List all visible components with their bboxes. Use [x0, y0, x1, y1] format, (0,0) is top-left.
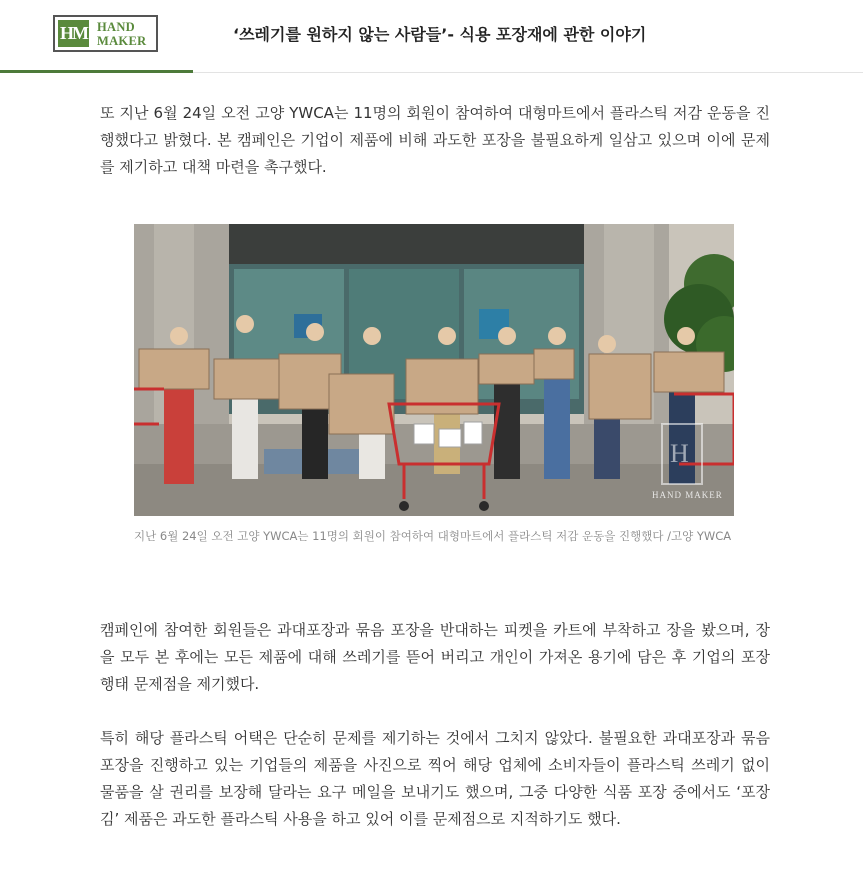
site-logo[interactable] [53, 15, 158, 52]
logo-mark: HM [58, 20, 89, 47]
article-paragraph-1: 또 지난 6월 24일 오전 고양 YWCA는 11명의 회원이 참여하여 대형마트에서 플라스틱 저감 운동을 진행했다고 밝혔다. 본 캠페인은 기업이 제품에 비해 과도한 포장을 불필요하게 일삼고 있으며 이에 문제를 제기하고 대책 마련을 촉구했다. [100, 104, 770, 176]
logo-line1: HAND [97, 20, 136, 34]
article-paragraph-2: 캠페인에 참여한 회원들은 과대포장과 묶음 포장을 반대하는 피켓을 카트에 부착하고 장을 봤으며, 장을 모두 본 후에는 모든 제품에 대해 쓰레기를 뜯어 버리고 개인이 가져온 용기에 담은 후 기업의 포장 행태 문제점을 제기했다. [100, 621, 770, 693]
logo-text [97, 20, 146, 48]
photo-illustration [134, 224, 734, 516]
page-title: ‘쓰레기를 원하지 않는 사람들’- 식용 포장재에 관한 이야기 [233, 25, 647, 44]
logo-line2: MAKER [97, 34, 147, 48]
header-accent-line [0, 70, 193, 73]
article-photo [134, 224, 734, 516]
article-paragraph-3: 특히 해당 플라스틱 어택은 단순히 문제를 제기하는 것에서 그치지 않았다. 불필요한 과대포장과 묶음 포장을 진행하고 있는 기업들의 제품을 사진으로 찍어 해당 업체에 소비자들이 플라스틱 쓰레기 없이 물품을 살 권리를 보장해 달라는 요구 메일을 보내기도 했으며, 그중 다양한 식품 포장 중에서도 ‘포장 김’ 제품은 과도한 플라스틱 사용을 하고 있어 이를 문제점으로 지적하기도 했다. [100, 729, 770, 828]
svg-text:H: H [670, 439, 689, 468]
site-header [0, 0, 863, 73]
photo-watermark: HAND MAKER [652, 490, 723, 500]
photo-caption: 지난 6월 24일 오전 고양 YWCA는 11명의 회원이 참여하여 대형마트에서 플라스틱 저감 운동을 진행했다 /고양 YWCA [134, 529, 732, 543]
